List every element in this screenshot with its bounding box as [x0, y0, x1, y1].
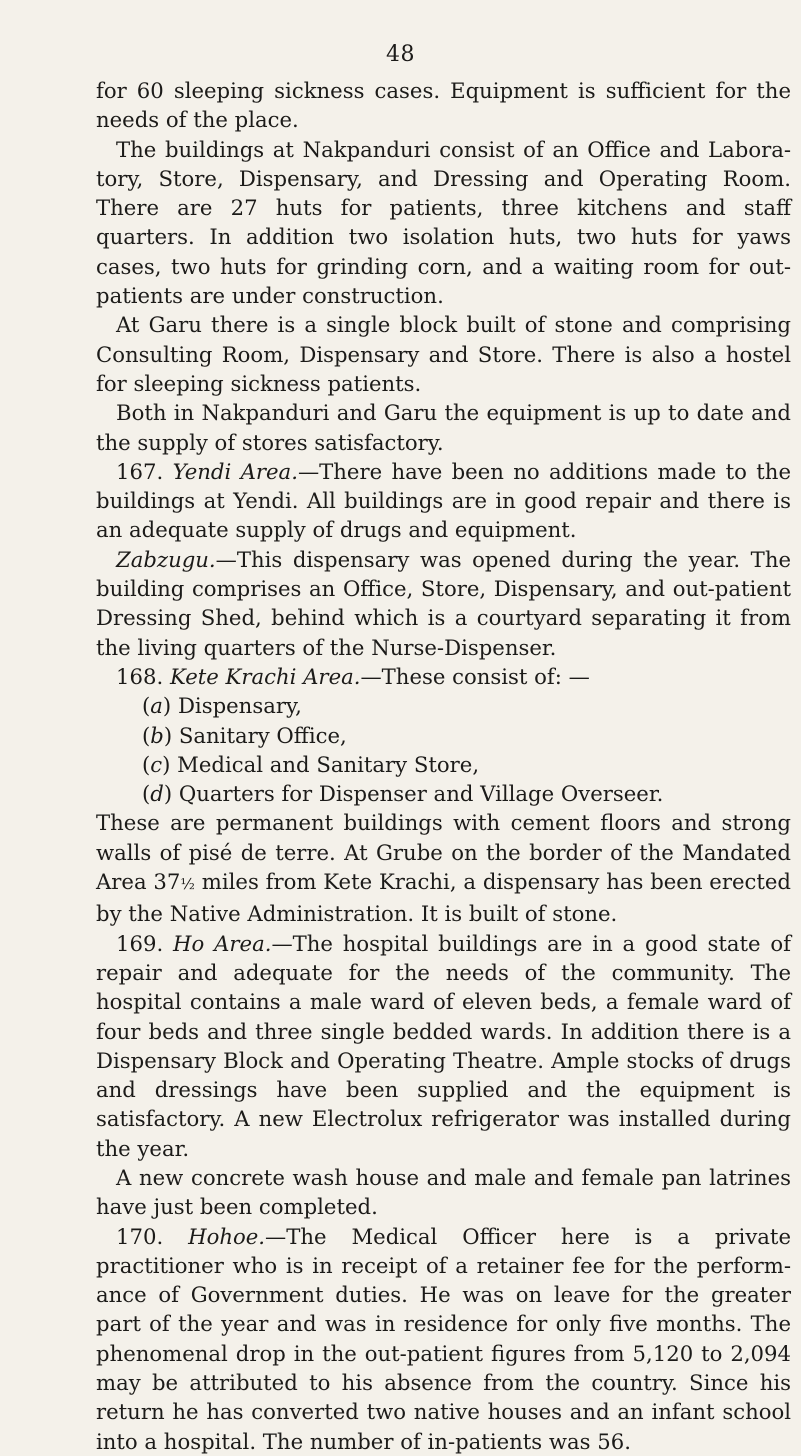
list-letter: d	[150, 781, 164, 807]
paragraph-kete-krachi	[96, 662, 791, 691]
list-letter: c	[150, 751, 163, 777]
paragraph-nakpanduri-buildings: The buildings at Nakpanduri consist of an Office and Labora-tory, Store, Dispensary, and Dressing and Operating Room. There are 27 huts for patients, three kitchens and staff quarters. In addition two isolation huts, two huts for yaws cases, two huts for grinding corn, and a waiting room for out-patients are under construction.	[96, 136, 791, 309]
paragraph-permanent-buildings	[96, 808, 791, 928]
page-number: 48	[386, 42, 415, 67]
list-letter: a	[150, 693, 163, 719]
section-heading: Yendi Area.	[172, 458, 298, 484]
list-item: (c) Medical and Sanitary Store,	[142, 751, 480, 777]
section-number: 168.	[116, 663, 164, 689]
section-text: —The Medical Officer here is a private practitioner who is in receipt of a retainer fee for the perform-ance of Government duties. He was on leave for the greater part of the year and was in residence for only five months. The phenomenal drop in the out-patient figures from 5,120 to 2,094 may be attributed to his absence from the country. Since his return he has converted two native houses and an infant school into a hospital. The number of in-patients was 56.	[96, 1223, 791, 1454]
list-text: Sanitary Office,	[178, 722, 347, 748]
paragraph-ho-area	[96, 929, 791, 1163]
paragraph-text-before: These are permanent buildings with cement floors and strong walls of pisé de terre. At Grube on the border of the Mandated Area 37	[96, 810, 791, 895]
list-item: (d) Quarters for Dispenser and Village Overseer.	[142, 781, 664, 807]
section-heading: Ho Area.	[173, 930, 272, 956]
paragraph-yendi	[96, 457, 791, 545]
section-text: —These consist of: —	[360, 663, 590, 689]
list-letter: b	[150, 722, 164, 748]
section-text: —There have been no additions made to the buildings at Yendi. All buildings are in good repair and there is an adequate supply of drugs and equipment.	[96, 458, 791, 543]
section-text: —This dispensary was opened during the year. The building comprises an Office, Store, Dispensary, and out-patient Dressing Shed, behind which is a courtyard separating it from the living quarters of the Nurse-Dispenser.	[96, 546, 791, 660]
paragraph-garu: At Garu there is a single block built of stone and comprising Consulting Room, Dispensary and Store. There is also a hostel for sleeping sickness patients.	[96, 312, 791, 396]
section-number: 169.	[116, 930, 164, 956]
paragraph-zabzugu	[96, 545, 791, 662]
section-heading: Zabzugu.	[116, 546, 216, 572]
section-text: —The hospital buildings are in a good state of repair and adequate for the needs of the community. The hospital contains a male ward of eleven beds, a female ward of four beds and three single bedded wards. In addition there is a Dispensary Block and Operating Theatre. Ample stocks of drugs and dressings have been supplied and the equipment is satisfactory. A new Electrolux refrigerator was installed during the year.	[96, 930, 791, 1161]
list-item: (a) Dispensary,	[142, 693, 302, 719]
body-text	[96, 76, 791, 1456]
section-heading: Hohoe.	[188, 1223, 266, 1249]
list-text: Quarters for Dispenser and Village Overseer.	[178, 781, 664, 807]
paragraph-wash-house: A new concrete wash house and male and female pan latrines have just been completed.	[96, 1164, 791, 1220]
paragraph-hohoe	[96, 1222, 791, 1456]
section-number: 170.	[116, 1223, 164, 1249]
paragraph-equipment: Both in Nakpanduri and Garu the equipment is up to date and the supply of stores satisfactory.	[96, 400, 791, 455]
section-number: 167.	[116, 458, 164, 484]
list-text: Medical and Sanitary Store,	[177, 751, 480, 777]
paragraph-text-after: miles from Kete Krachi, a dispensary has been erected by the Native Administration. It is built of stone.	[96, 869, 791, 927]
list-text: Dispensary,	[177, 693, 302, 719]
section-heading: Kete Krachi Area.	[169, 663, 361, 689]
paragraph-sleeping-sickness: for 60 sleeping sickness cases. Equipment is sufficient for the needs of the place.	[96, 78, 791, 133]
list-item: (b) Sanitary Office,	[142, 722, 347, 748]
fraction: ½	[180, 875, 195, 894]
